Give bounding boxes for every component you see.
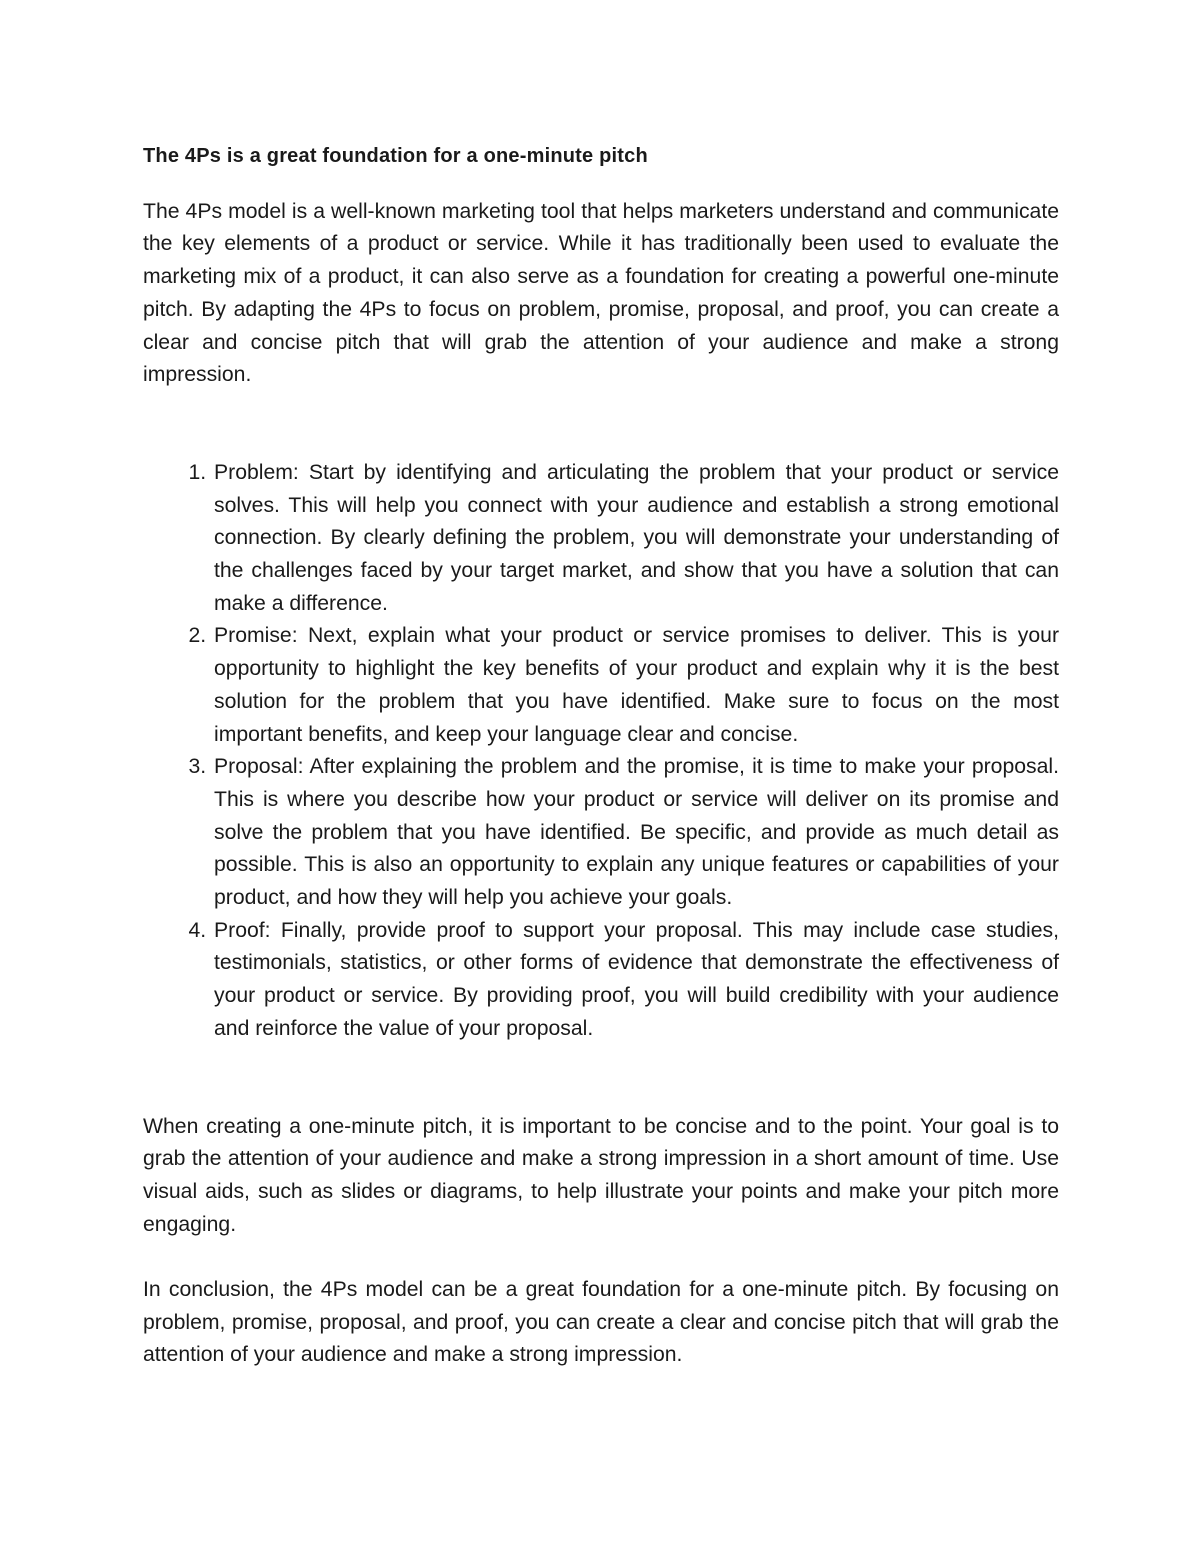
tips-paragraph: When creating a one-minute pitch, it is important to be concise and to the point. Your goal is to grab the attention of your audience and make a strong impression in a short amount of time. Use visual aids, such as slides or diagrams, to help illustrate your points and make your pitch more engaging.	[143, 1114, 1059, 1236]
pitch-points-list	[143, 457, 1059, 1046]
document-title: The 4Ps is a great foundation for a one-minute pitch	[143, 145, 648, 167]
list-item-promise: 2. Promise: Next, explain what your product or service promises to deliver. This is your opportunity to highlight the key benefits of your product and explain why it is the best solution for the problem that you have identified. Make sure to focus on the most important benefits, and keep your language clear and concise.	[212, 620, 1059, 751]
document-content	[143, 140, 1059, 1372]
intro-paragraph: The 4Ps model is a well-known marketing tool that helps marketers understand and communicate the key elements of a product or service. While it has traditionally been used to evaluate the marketing mix of a product, it can also serve as a foundation for creating a powerful one-minute pitch. By adapting the 4Ps to focus on problem, promise, proposal, and proof, you can create a clear and concise pitch that will grab the attention of your audience and make a strong impression.	[143, 199, 1059, 387]
list-item-proposal: 3. Proposal: After explaining the problem and the promise, it is time to make your proposal. This is where you describe how your product or service will deliver on its promise and solve the problem that you have identified. Be specific, and provide as much detail as possible. This is also an opportunity to explain any unique features or capabilities of your product, and how they will help you achieve your goals.	[212, 751, 1059, 915]
list-item-proof: 4. Proof: Finally, provide proof to support your proposal. This may include case studies, testimonials, statistics, or other forms of evidence that demonstrate the effectiveness of your product or service. By providing proof, you will build credibility with your audience and reinforce the value of your proposal.	[212, 915, 1059, 1046]
list-item-problem: 1. Problem: Start by identifying and articulating the problem that your product or service solves. This will help you connect with your audience and establish a strong emotional connection. By clearly defining the problem, you will demonstrate your understanding of the challenges faced by your target market, and show that you have a solution that can make a difference.	[212, 457, 1059, 621]
conclusion-paragraph: In conclusion, the 4Ps model can be a great foundation for a one-minute pitch. By focusing on problem, promise, proposal, and proof, you can create a clear and concise pitch that will grab the attention of your audience and make a strong impression.	[143, 1278, 1059, 1367]
